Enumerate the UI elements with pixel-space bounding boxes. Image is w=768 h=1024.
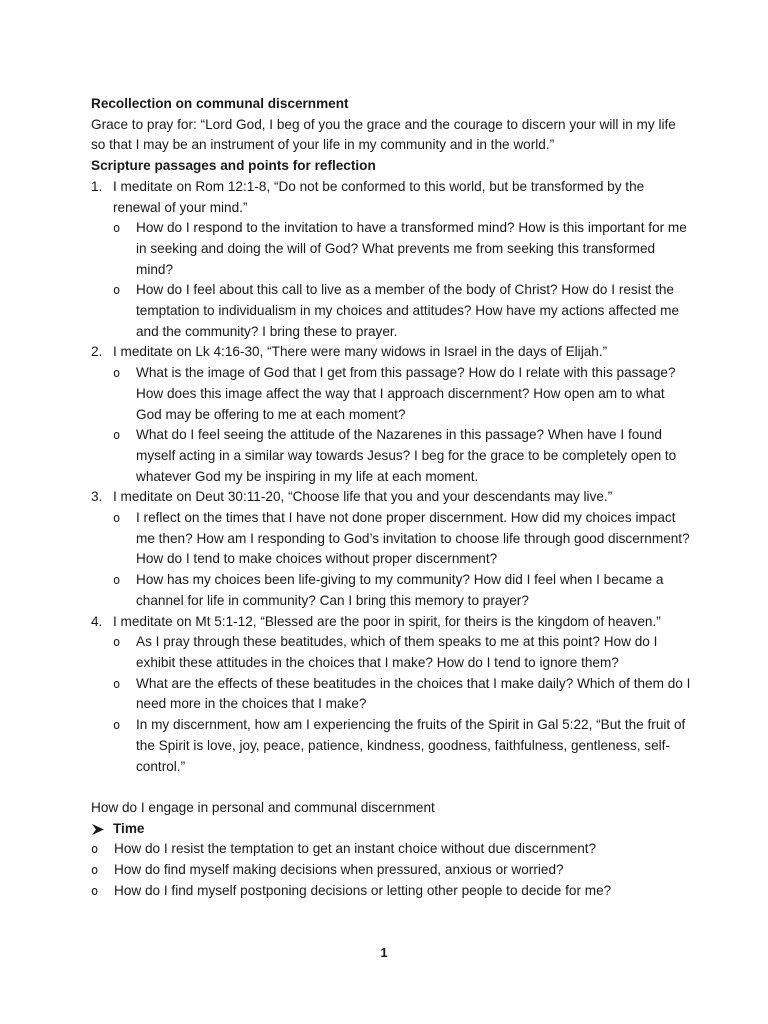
item-number: 3. [91, 489, 103, 505]
circle-bullet-icon: o [91, 842, 99, 857]
list-item [91, 612, 691, 778]
circle-bullet-icon: o [113, 635, 121, 650]
sub-item-text: What are the effects of these beatitudes in the choices that I make daily? Which of them do I need more in the choices that I make? [136, 675, 691, 712]
sub-list-item [113, 508, 691, 570]
sub-item-text: How do find myself making decisions when pressured, anxious or worried? [114, 862, 564, 877]
sub-item-text: As I pray through these beatitudes, which of them speaks to me at this point? How do I exhibit these attitudes in the choices that I make? How do I tend to ignore them? [136, 634, 658, 670]
list-item [91, 487, 691, 611]
sub-list-item [91, 881, 691, 902]
sub-item-text: I reflect on the times that I have not done proper discernment. How did my choices impact me then? How am I responding to God’s invitation to choose life through good discernment? How do I tend to make choices without proper discernment? [136, 510, 690, 567]
scripture-list [91, 177, 691, 777]
sub-list [113, 632, 691, 777]
circle-bullet-icon: o [113, 221, 121, 236]
sub-item-text: How do I resist the temptation to get an instant choice without due discernment? [114, 841, 597, 857]
sub-list-item [91, 839, 691, 860]
sub-list [113, 363, 691, 487]
sub-item-text: How do I respond to the invitation to have a transformed mind? How is this important for me in seeking and doing the will of God? What prevents me from seeking this transformed mind? [136, 220, 687, 277]
sub-item-text: How do I find myself postponing decisions or letting other people to decide for me? [114, 882, 612, 898]
circle-bullet-icon: o [113, 428, 121, 443]
time-list [91, 839, 691, 901]
item-text: I meditate on Rom 12:1-8, “Do not be conformed to this world, but be transformed by the renewal of your mind.” [113, 178, 645, 215]
time-heading-label: Time [113, 820, 145, 836]
sub-list-item [113, 218, 691, 280]
circle-bullet-icon: o [91, 883, 99, 898]
sub-list-item [113, 715, 691, 777]
item-number: 2. [91, 344, 103, 360]
sub-list-item [113, 425, 691, 487]
sub-list-item [113, 280, 691, 342]
circle-bullet-icon: o [113, 718, 121, 733]
circle-bullet-icon: o [91, 863, 99, 877]
sub-item-text: In my discernment, how am I experiencing the fruits of the Spirit in Gal 5:22, “But the fruit of the Spirit is love, joy, peace, patience, kindness, goodness, faithfulness, gentleness, self-control.” [136, 717, 686, 774]
circle-bullet-icon: o [113, 511, 121, 526]
grace-prayer: Grace to pray for: “Lord God, I beg of you the grace and the courage to discern your will in my life so that I may be an instrument of your life in my community and in the world.” [91, 116, 676, 153]
sub-list-item [113, 570, 691, 611]
time-heading [91, 819, 691, 840]
sub-item-text: What do I feel seeing the attitude of the Nazarenes in this passage? When have I found myself acting in a similar way towards Jesus? I beg for the grace to be completely open to whatever God my be inspiring in my life at each moment. [136, 427, 677, 484]
arrow-bullet-icon [91, 823, 105, 836]
item-number: 4. [91, 613, 103, 629]
item-text: I meditate on Mt 5:1-12, “Blessed are the poor in spirit, for theirs is the kingdom of heaven.” [113, 613, 661, 629]
circle-bullet-icon: o [113, 676, 121, 691]
sub-list-item [113, 632, 691, 673]
sub-list [113, 508, 691, 612]
item-text: I meditate on Deut 30:11-20, “Choose life that you and your descendants may live.” [113, 489, 613, 505]
sub-item-text: How do I feel about this call to live as a member of the body of Christ? How do I resist the temptation to individualism in my choices and attitudes? How have my actions affected me and the community? I bring these to prayer. [136, 282, 680, 339]
list-item [91, 177, 691, 343]
circle-bullet-icon: o [113, 366, 121, 381]
sub-item-text: What is the image of God that I get from this passage? How do I relate with this passage? How does this image affect the way that I approach discernment? How open am to what God may be offering to me at each moment? [136, 365, 676, 422]
circle-bullet-icon: o [113, 573, 121, 588]
document-body [91, 94, 691, 901]
sub-item-text: How has my choices been life-giving to my community? How did I feel when I became a channel for life in community? Can I bring this memory to prayer? [136, 572, 664, 608]
sub-list-item [91, 860, 691, 881]
scripture-heading: Scripture passages and points for reflection [91, 158, 376, 174]
blank-line [91, 777, 691, 798]
engage-heading: How do I engage in personal and communal discernment [91, 799, 435, 815]
item-number: 1. [91, 178, 103, 194]
sub-list-item [113, 674, 691, 715]
page-number: 1 [380, 945, 388, 960]
document-title: Recollection on communal discernment [91, 96, 349, 111]
item-text: I meditate on Lk 4:16-30, “There were many widows in Israel in the days of Elijah.” [113, 344, 608, 360]
circle-bullet-icon: o [113, 283, 121, 298]
list-item [91, 342, 691, 487]
sub-list-item [113, 363, 691, 425]
sub-list [113, 218, 691, 342]
